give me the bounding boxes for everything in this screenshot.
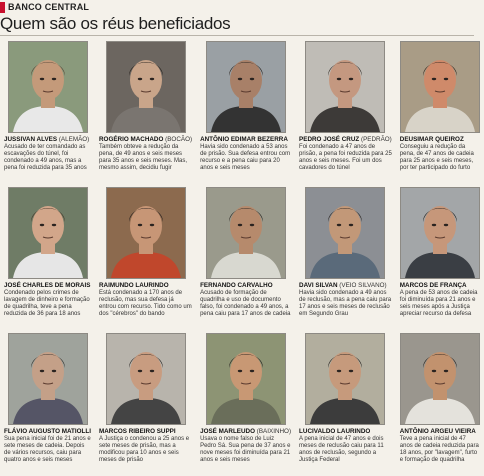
defendant-card xyxy=(295,330,396,476)
defendant-name xyxy=(4,428,91,435)
defendant-nickname: (VEIO SILVANO) xyxy=(339,282,387,289)
defendant-photo xyxy=(8,333,88,425)
defendant-name xyxy=(99,136,192,143)
defendant-photo xyxy=(400,187,480,279)
defendant-card xyxy=(95,330,196,476)
defendant-description: Havia sido condenado a 49 anos de reclusão, mas a pena caiu para 17 anos e seis meses de reclusão em Segundo Grau xyxy=(299,290,392,318)
defendant-name xyxy=(400,282,480,289)
defendant-name-text: DAVI SILVAN xyxy=(299,282,338,289)
defendant-description: Acusado de ter comandado as escavações do túnel, foi condenado a 49 anos, mas a pena foi reduzida para 35 anos xyxy=(4,144,87,172)
defendant-card xyxy=(0,330,95,476)
defendant-name-text: JOSÉ MARLEUDO xyxy=(200,428,255,435)
defendant-nickname: (PEDRÃO) xyxy=(360,136,392,143)
defendant-name-text: DEUSIMAR QUEIROZ xyxy=(399,136,464,143)
defendant-name xyxy=(200,136,291,143)
defendant-name-text: LUCIVALDO LAURINDO xyxy=(299,428,371,435)
defendant-description: Condenado pelos crimes de lavagem de dinheiro e formação de quadrilha, teve a pena reduzida de 36 para 18 anos xyxy=(4,290,90,318)
defendant-photo xyxy=(305,187,385,279)
defendant-name-text: JUSSIVAN ALVES xyxy=(4,136,58,143)
defendant-name xyxy=(299,428,392,435)
defendant-name-text: PEDRO JOSÉ CRUZ xyxy=(299,136,360,143)
defendant-description: Foi condenado a 47 anos de prisão, a pena foi reduzida para 25 anos e seis meses. Foi um dos cavadores do túnel xyxy=(299,144,392,172)
defendant-description: Sua pena inicial foi de 21 anos e sete meses de cadeia. Depois de vários recursos, caiu para quatro anos e seis meses xyxy=(4,436,91,464)
defendant-card xyxy=(196,330,295,476)
defendant-description: Usava o nome falso de Luiz Pedro Sá. Sua pena de 37 anos e nove meses foi diminuída para 21 anos e seis meses xyxy=(200,436,291,464)
defendant-card xyxy=(95,184,196,330)
defendant-photo xyxy=(206,333,286,425)
defendant-description: Conseguiu a redução da pena, de 47 anos de cadeia para 25 anos e seis meses, por ter participado do furto xyxy=(399,144,474,172)
section-kicker xyxy=(0,0,474,14)
defendant-photo xyxy=(400,333,480,425)
defendant-nickname: (BAIXINHO) xyxy=(256,428,292,435)
defendant-name-text: RAIMUNDO LAURINDO xyxy=(99,282,169,289)
defendant-name xyxy=(99,282,192,289)
defendant-name xyxy=(4,282,91,289)
defendant-description: Havia sido condenado a 53 anos de prisão. Sua defesa entrou com recurso e a pena caiu para 20 anos e seis meses xyxy=(200,144,291,172)
defendant-card xyxy=(396,184,484,330)
defendant-name-text: ANTÔNIO EDIMAR BEZERRA xyxy=(200,136,288,143)
defendant-name-text: FERNANDO CARVALHO xyxy=(200,282,273,289)
defendant-name xyxy=(400,136,480,143)
defendant-card xyxy=(0,38,95,184)
defendant-name-text: ANTÔNIO ARGEU VIEIRA xyxy=(399,428,476,435)
defendant-description: A Justiça o condenou a 25 anos e sete meses de prisão, mas a modificou para 10 anos e seis meses de prisão xyxy=(99,436,190,464)
defendant-photo xyxy=(8,187,88,279)
defendant-photo xyxy=(206,187,286,279)
defendant-card xyxy=(196,184,295,330)
defendant-description: Teve a pena inicial de 47 anos de cadeia reduzida para 18 anos, por "lavagem", furto e formação de quadrilha xyxy=(399,436,479,464)
section-marker xyxy=(0,2,5,13)
defendant-card xyxy=(295,184,396,330)
defendant-photo xyxy=(106,333,186,425)
defendant-card xyxy=(396,330,484,476)
defendant-name-text: FLÁVIO AUGUSTO MATIOLLI xyxy=(4,428,91,435)
defendant-photo xyxy=(106,187,186,279)
defendant-nickname: (BOCÃO) xyxy=(165,136,193,143)
defendant-name xyxy=(200,428,291,435)
defendant-nickname: (ALEMÃO) xyxy=(58,136,90,143)
defendant-name xyxy=(400,428,480,435)
defendant-card xyxy=(196,38,295,184)
defendant-description: Acusado de formação de quadrilha e uso de documento falso, foi condenado a 49 anos, a pena caiu para 17 anos de cadeia xyxy=(200,290,291,318)
defendant-card xyxy=(95,38,196,184)
defendant-photo xyxy=(106,41,186,133)
defendant-card xyxy=(396,38,484,184)
defendant-photo xyxy=(305,333,385,425)
defendant-description: A pena de 53 anos de cadeia foi diminuída para 21 anos e seis meses após a Justiça apreciar recurso da defesa xyxy=(399,290,478,318)
defendant-description: Também obteve a redução da pena, de 49 anos e seis meses para 35 anos e seis meses. Mas, mesmo assim, decidiu fugir xyxy=(99,144,188,172)
page-title: Quem são os réus beneficiados xyxy=(0,13,474,36)
defendant-card xyxy=(295,38,396,184)
defendant-photo xyxy=(305,41,385,133)
defendant-name xyxy=(200,282,291,289)
defendant-name xyxy=(4,136,91,143)
defendant-name-text: MARCOS DE FRANÇA xyxy=(399,282,467,289)
defendant-name xyxy=(299,282,392,289)
defendant-name-text: MARCOS RIBEIRO SUPPI xyxy=(99,428,176,435)
defendant-photo xyxy=(8,41,88,133)
defendant-name xyxy=(99,428,192,435)
section-label: BANCO CENTRAL xyxy=(8,2,90,12)
defendant-description: Está condenado a 170 anos de reclusão, mas sua defesa já entrou com recurso. Tido como um dos "cérebros" do bando xyxy=(99,290,192,318)
defendant-name-text: JOSÉ CHARLES DE MORAIS xyxy=(4,282,91,289)
defendant-card xyxy=(0,184,95,330)
defendants-grid xyxy=(0,38,479,476)
defendant-photo xyxy=(206,41,286,133)
defendant-photo xyxy=(400,41,480,133)
defendant-description: A pena inicial de 47 anos e dois meses de reclusão caiu para 11 anos de reclusão, segundo a Justiça Federal xyxy=(299,436,384,464)
defendant-name xyxy=(299,136,392,143)
defendant-name-text: ROGÉRIO MACHADO xyxy=(99,136,164,143)
